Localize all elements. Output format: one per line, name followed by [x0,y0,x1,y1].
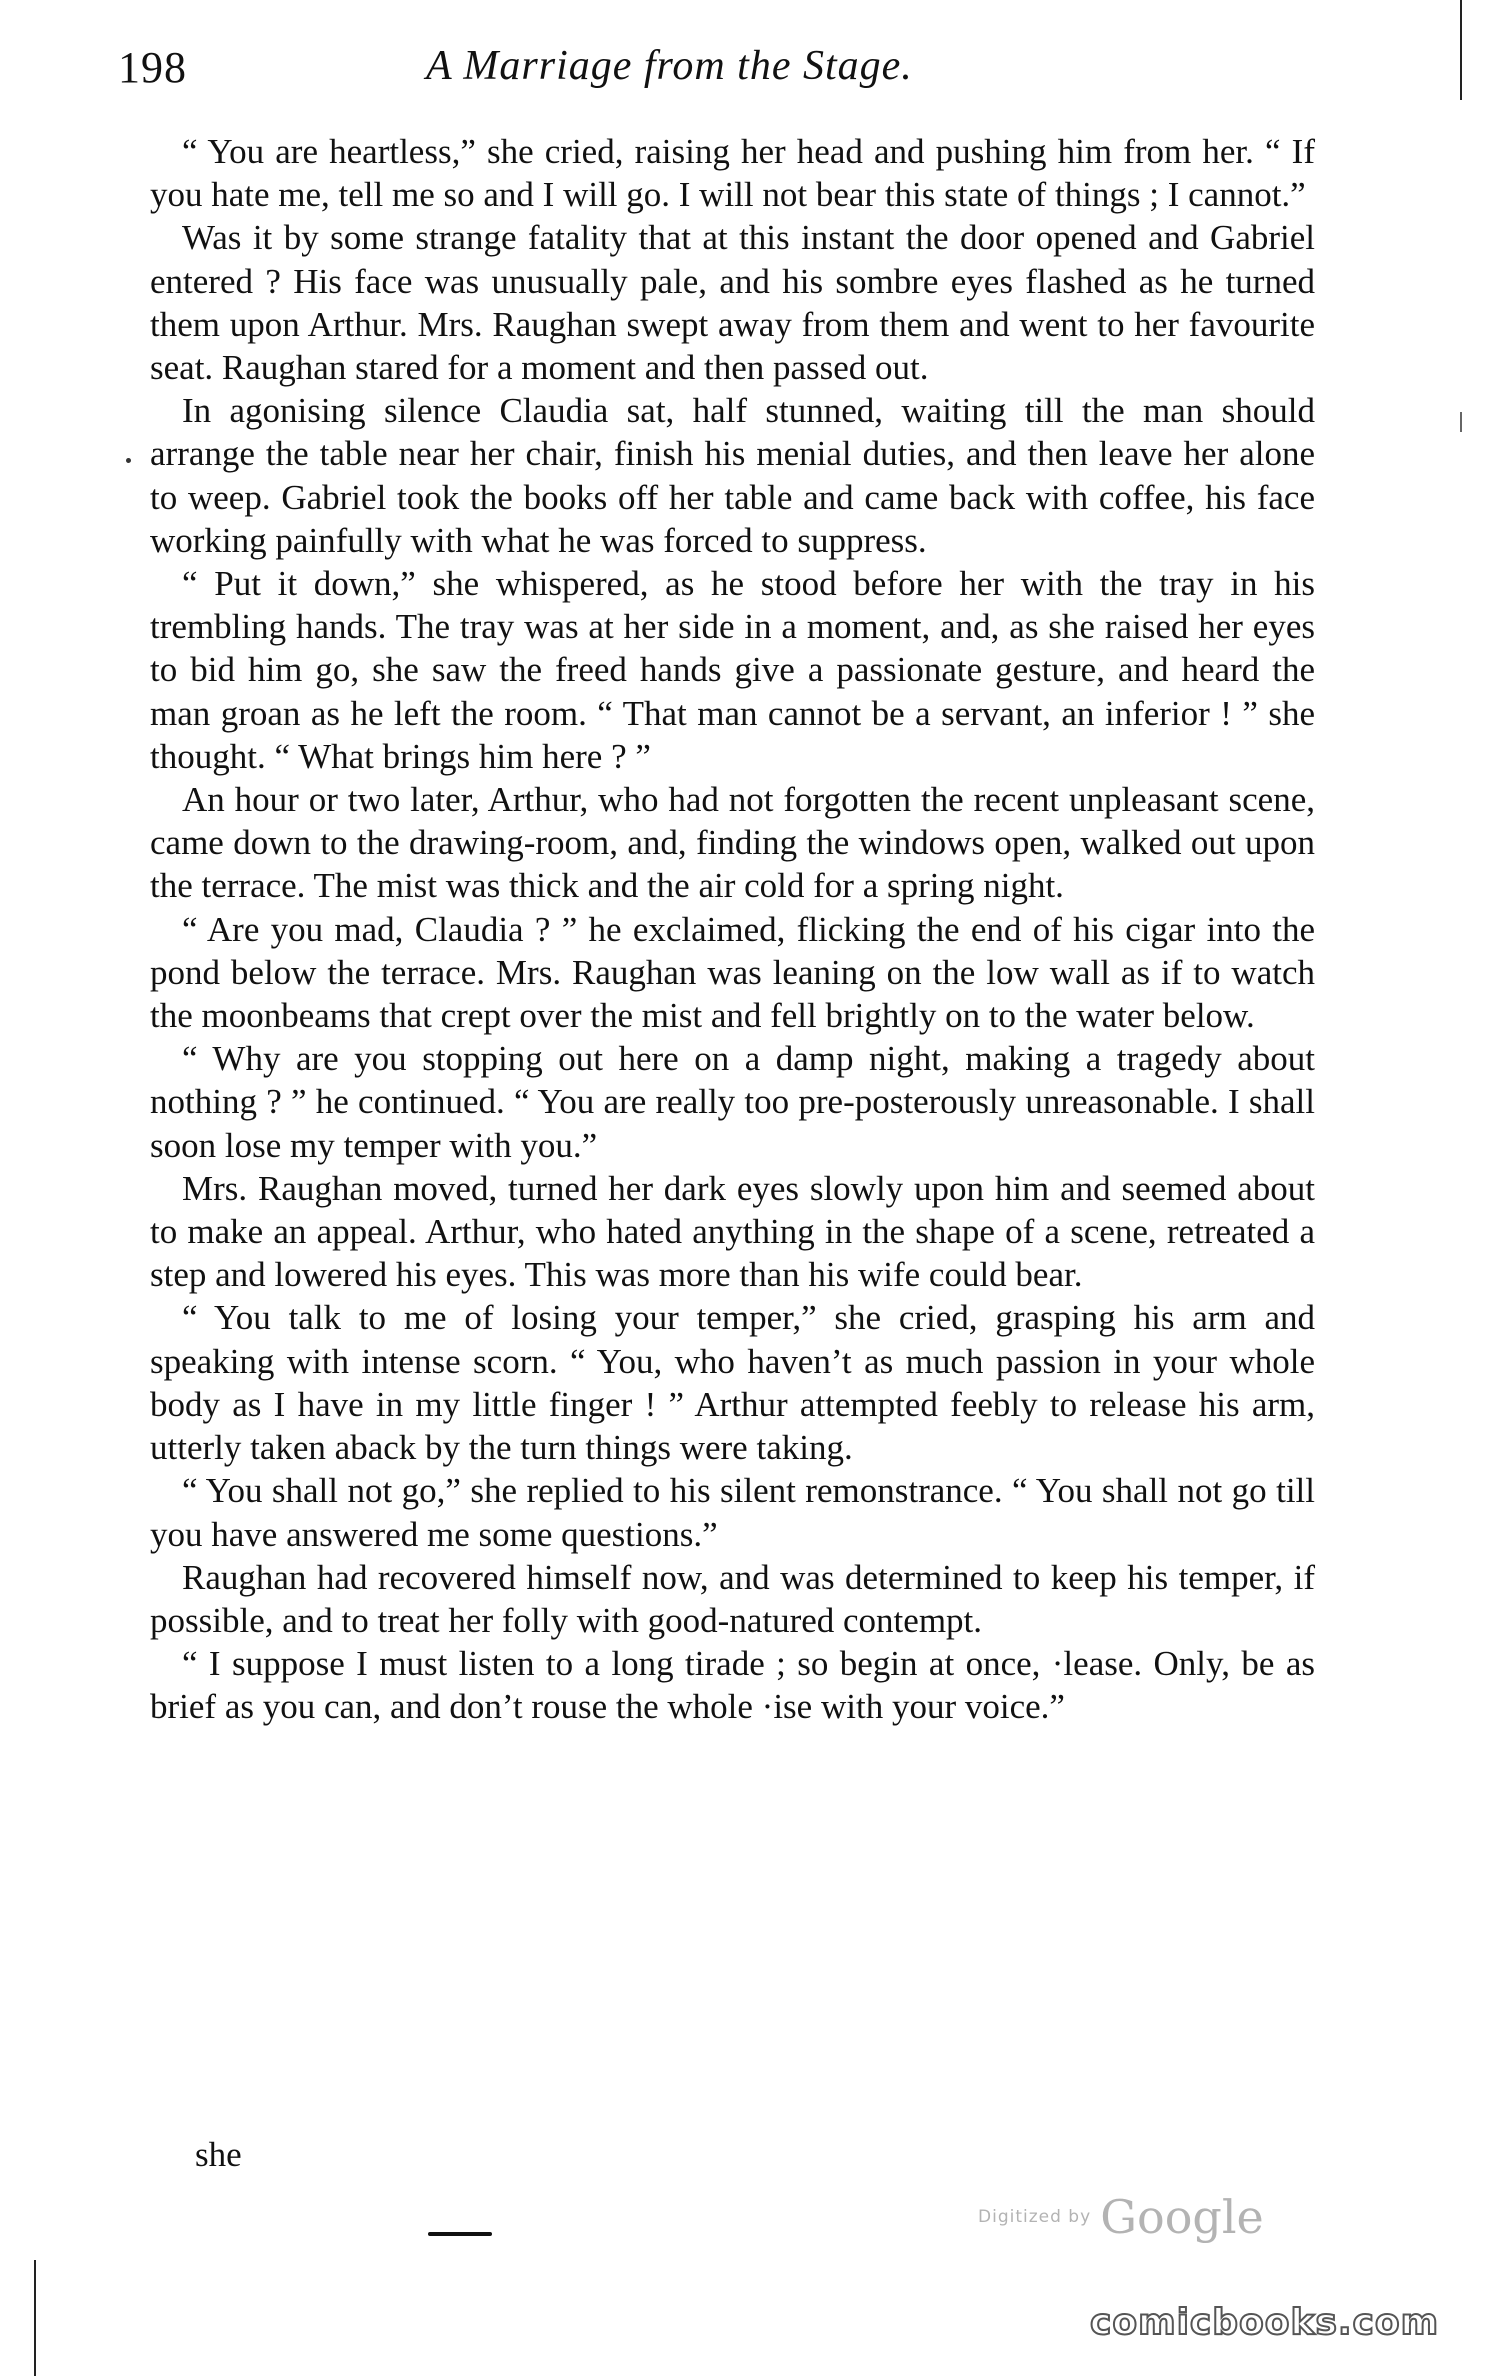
paragraph: “ Are you mad, Claudia ? ” he exclaimed, flicking the end of his cigar into the pond below the terrace. Mrs. Raughan was leaning on the low wall as if to watch the moonbeams that crept over the mist and fell brightly on to the water below. [150,909,1315,1036]
running-head [118,42,1318,102]
paragraph: “ Put it down,” she whispered, as he stood before her with the tray in his trembling hands. The tray was at her side in a moment, and, as she raised her eyes to bid him go, she saw the freed hands give a passionate gesture, and heard the man groan as he left the room. “ That man cannot be a servant, an inferior ! ” she thought. “ What brings him here ? ” [150,564,1315,776]
google-logo-text: Google [1100,2190,1264,2244]
signature-rule [428,2232,492,2236]
body-text [150,130,1315,1729]
digitized-by-label: Digitized by [978,2207,1092,2227]
paragraph: “ You shall not go,” she replied to his silent remonstrance. “ You shall not go till you have answered me some questions.” [150,1471,1315,1554]
catchword: she [195,2135,242,2174]
paragraph: In agonising silence Claudia sat, half stunned, waiting till the man should arrange the table near her chair, finish his menial duties, and then leave her alone to weep. Gabriel took the books off her table and came back with coffee, his face working painfully with what he was forced to suppress. [150,391,1315,560]
paragraph: An hour or two later, Arthur, who had not forgotten the recent unpleasant scene, came down to the drawing-room, and, finding the windows open, walked out upon the terrace. The mist was thick and the air cold for a spring night. [150,780,1315,906]
page-edge-line [34,2260,36,2376]
paragraph: “ Why are you stopping out here on a damp night, making a tragedy about nothing ? ” he continued. “ You are really too pre-posterously unreasonable. I shall soon lose my temper with you.” [150,1039,1315,1165]
paragraph: Mrs. Raughan moved, turned her dark eyes slowly upon him and seemed about to make an appeal. Arthur, who hated anything in the shape of a scene, retreated a step and lowered his eyes. This was more than his wife could bear. [150,1168,1315,1295]
margin-mark [1460,412,1462,432]
paragraph: “ You are heartless,” she cried, raising her head and pushing him from her. “ If you hate me, tell me so and I will go. I will not bear this state of things ; I cannot.” [150,132,1315,215]
page-edge-line [1460,0,1462,100]
margin-mark [126,458,131,463]
paragraph: Raughan had recovered himself now, and was determined to keep his temper, if possible, and to treat her folly with good-natured contempt. [150,1557,1315,1640]
google-watermark [978,2190,1264,2244]
paragraph: Was it by some strange fatality that at this instant the door opened and Gabriel entered ? His face was unusually pale, and his sombre eyes flashed as he turned them upon Arthur. Mrs. Raughan swept away from them and went to her favourite seat. Raughan stared for a moment and then passed out. [150,218,1315,388]
paragraph: “ You talk to me of losing your temper,” she cried, grasping his arm and speaking with intense scorn. “ You, who haven’t as much passion in your whole body as I have in my little finger ! ” Arthur attempted feebly to release his arm, utterly taken aback by the turn things were taking. [150,1298,1315,1468]
running-title: A Marriage from the Stage. [426,43,913,89]
site-watermark: comicbooks.com [1090,2302,1440,2343]
page-number: 198 [118,43,187,92]
paragraph: “ I suppose I must listen to a long tirade ; so begin at once, ·lease. Only, be as brief as you can, and don’t rouse the whole ·ise with your voice.” [150,1644,1315,1727]
